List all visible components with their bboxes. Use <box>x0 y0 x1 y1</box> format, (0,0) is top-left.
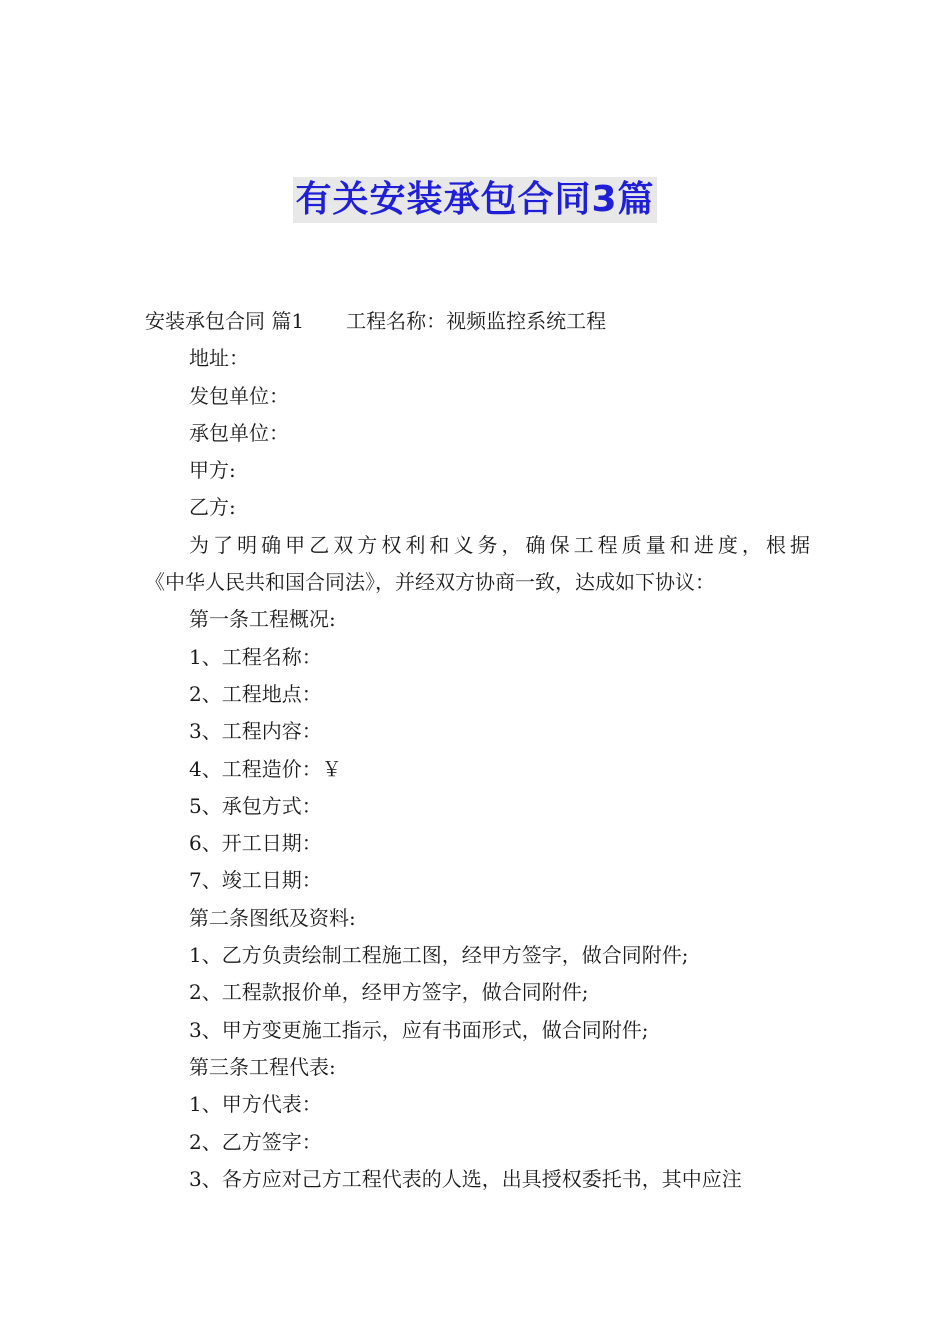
field-issuer: 发包单位： <box>189 383 289 408</box>
field-address: 地址： <box>189 346 249 371</box>
section2-heading: 第二条图纸及资料: <box>189 905 356 930</box>
section1-item: 6、开工日期： <box>189 831 322 856</box>
project-name-line: 工程名称：视频监控系统工程 <box>346 309 607 333</box>
section3-item: 3、各方应对己方工程代表的人选，出具授权委托书，其中应注 <box>189 1166 742 1191</box>
field-party-b: 乙方: <box>189 495 236 520</box>
document-title: 有关安装承包合同3篇 <box>293 177 656 223</box>
section1-item: 3、工程内容： <box>189 719 322 744</box>
intro-paragraph-line-2: 《中华人民共和国合同法》，并经双方协商一致，达成如下协议： <box>145 570 715 595</box>
field-party-a: 甲方: <box>189 458 236 483</box>
field-contractor: 承包单位： <box>189 420 289 445</box>
contract-part-label: 安装承包合同 篇1 <box>145 309 305 333</box>
document-title-block <box>0 175 950 225</box>
document-body <box>145 303 810 1198</box>
intro-paragraph-line-1: 为了明确甲乙双方权利和义务，确保工程质量和进度，根据 <box>189 532 810 557</box>
section3-item: 2、乙方签字： <box>189 1129 322 1154</box>
section1-item: 7、竣工日期： <box>189 868 322 893</box>
contract-header-line <box>145 303 810 340</box>
section2-item: 2、工程款报价单，经甲方签字，做合同附件; <box>189 980 589 1005</box>
section3-heading: 第三条工程代表: <box>189 1054 336 1079</box>
section2-item: 3、甲方变更施工指示，应有书面形式，做合同附件; <box>189 1017 649 1042</box>
section1-item: 4、工程造价：￥ <box>189 756 342 781</box>
section1-heading: 第一条工程概况: <box>189 607 336 632</box>
section1-item: 1、工程名称： <box>189 644 322 669</box>
section1-item: 2、工程地点： <box>189 681 322 706</box>
section1-item: 5、承包方式： <box>189 793 322 818</box>
section3-item: 1、甲方代表： <box>189 1092 322 1117</box>
section2-item: 1、乙方负责绘制工程施工图，经甲方签字，做合同附件; <box>189 943 689 968</box>
